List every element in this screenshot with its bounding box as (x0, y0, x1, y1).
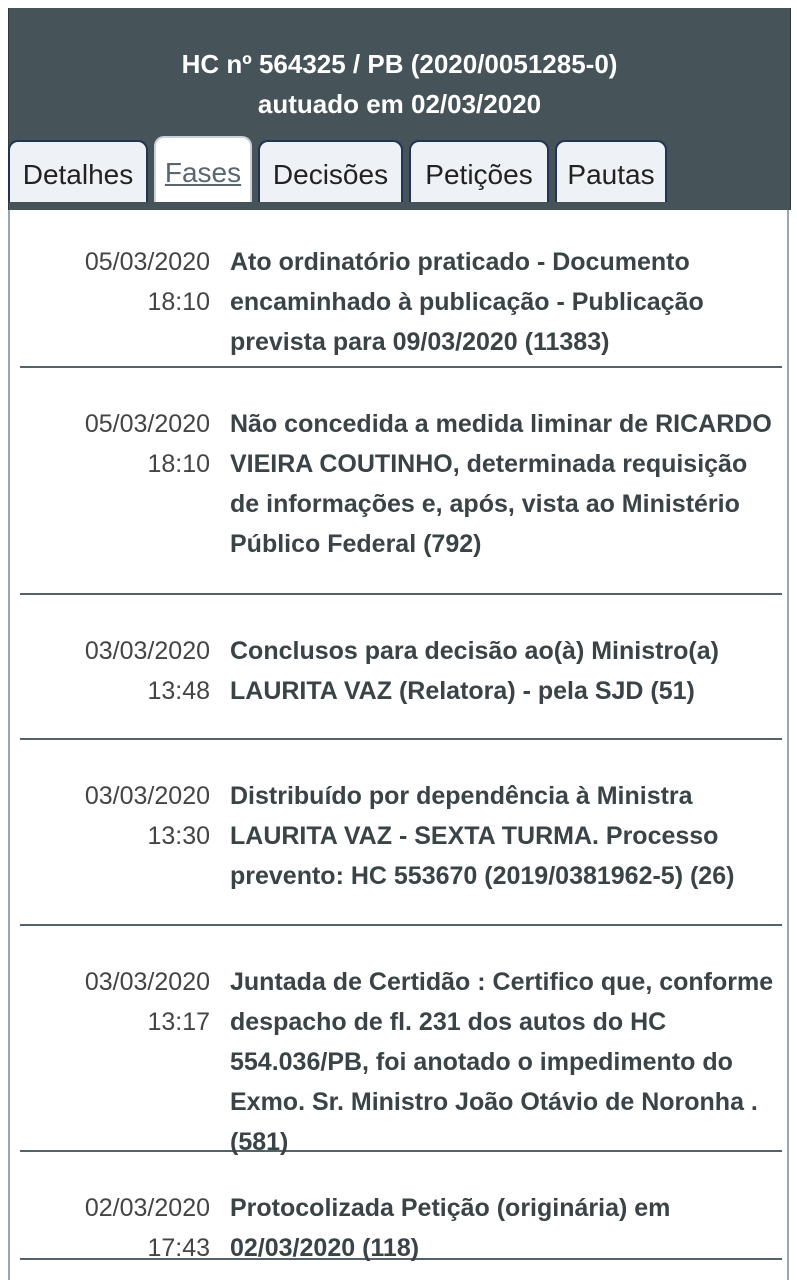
phase-description: Não concedida a medida liminar de RICARDO VIEIRA COUTINHO, determinada requisição de informações e, após, vista ao Ministério Público Federal (792) (230, 410, 772, 558)
phase-description: Conclusos para decisão ao(à) Ministro(a) LAURITA VAZ (Relatora) - pela SJD (51) (230, 637, 719, 705)
phase-date: 05/03/2020 (84, 248, 210, 276)
title-process-number: HC nº 564325 / PB (2020/0051285-0) (181, 49, 618, 79)
phase-time: 18:10 (147, 450, 210, 478)
phase-date: 02/03/2020 (84, 1194, 210, 1222)
phase-time: 17:43 (147, 1234, 210, 1262)
title-filing-date: autuado em 02/03/2020 (257, 89, 542, 119)
phase-datetime (20, 776, 210, 856)
list-item (20, 740, 782, 926)
tab-detalhes[interactable]: Detalhes (8, 140, 148, 202)
list-item (20, 210, 782, 368)
tab-pautas[interactable]: Pautas (555, 140, 667, 202)
tab-bar (8, 140, 667, 202)
list-item (20, 368, 782, 595)
phase-datetime (20, 962, 210, 1042)
phase-time: 13:30 (147, 822, 210, 850)
phase-time: 18:10 (147, 288, 210, 316)
list-item (20, 926, 782, 1156)
phase-description: Juntada de Certidão : Certifico que, conforme despacho de fl. 231 dos autos do HC 554.036/PB, foi anotado o impedimento do Exmo. Sr. Ministro João Otávio de Noronha . (581) (230, 968, 774, 1156)
top-edge (0, 0, 797, 8)
phase-description: Distribuído por dependência à Ministra LAURITA VAZ - SEXTA TURMA. Processo prevento: HC 553670 (2019/0381962-5) (26) (230, 782, 735, 890)
phase-datetime (20, 404, 210, 484)
page-title (9, 44, 790, 124)
phase-date: 05/03/2020 (84, 410, 210, 438)
list-item (20, 1152, 782, 1260)
phase-time: 13:17 (147, 1008, 210, 1036)
phases-list (8, 210, 789, 1280)
phase-datetime (20, 242, 210, 322)
phase-date: 03/03/2020 (84, 637, 210, 665)
list-item (20, 595, 782, 740)
phase-description: Protocolizada Petição (originária) em 02/03/2020 (118) (230, 1194, 671, 1262)
phase-description: Ato ordinatório praticado - Documento encaminhado à publicação - Publicação prevista para 09/03/2020 (11383) (230, 248, 704, 356)
tab-fases[interactable]: Fases (154, 136, 252, 202)
phase-datetime (20, 631, 210, 711)
phase-date: 03/03/2020 (84, 968, 210, 996)
tab-peticoes[interactable]: Petições (409, 140, 549, 202)
tab-decisoes[interactable]: Decisões (258, 140, 403, 202)
phase-datetime (20, 1188, 210, 1268)
phase-time: 13:48 (147, 677, 210, 705)
phase-date: 03/03/2020 (84, 782, 210, 810)
